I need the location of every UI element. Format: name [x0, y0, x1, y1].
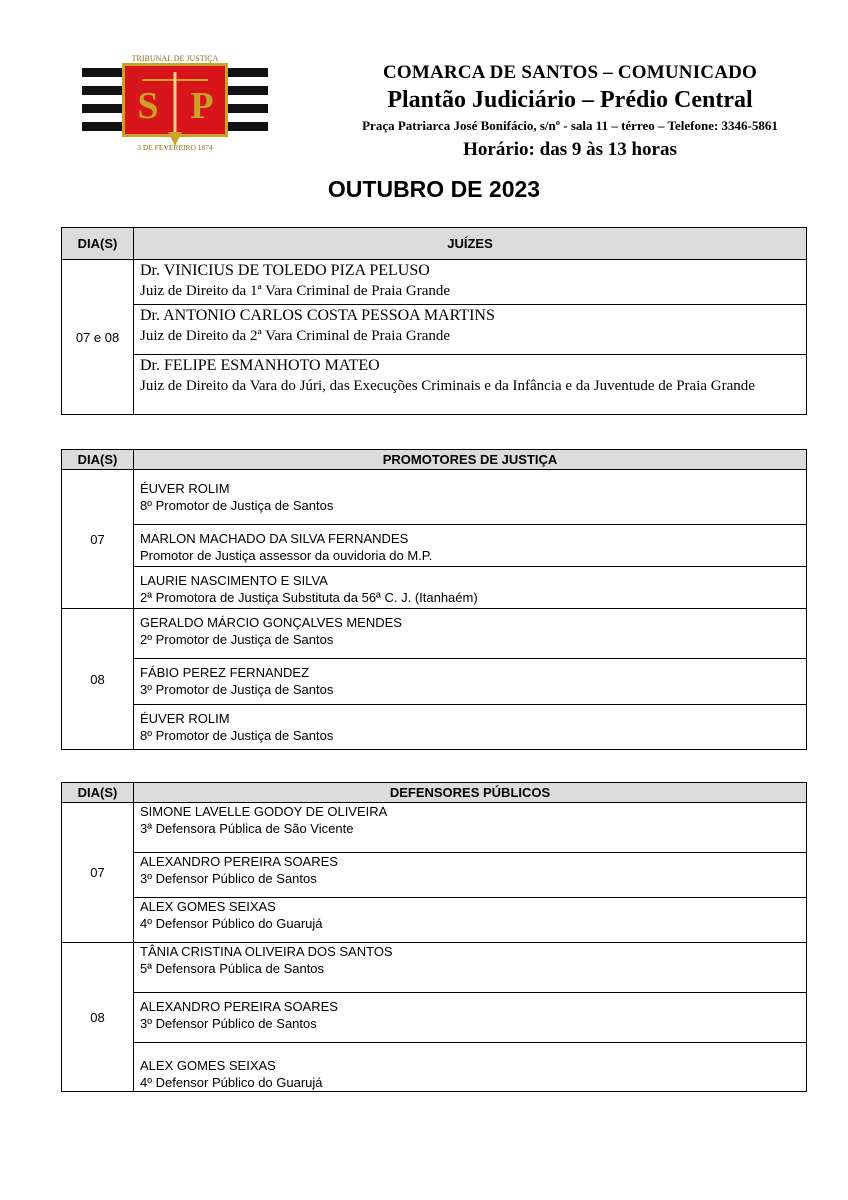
table-row [62, 1043, 807, 1092]
prosecutor-entry [134, 470, 807, 525]
defender-entry [134, 898, 807, 943]
table-row [62, 705, 807, 750]
logo-letter-p: P [190, 85, 214, 127]
prosecutor-name: MARLON MACHADO DA SILVA FERNANDES [140, 531, 409, 546]
defender-name: ALEXANDRO PEREIRA SOARES [140, 854, 338, 869]
judge-role: Juiz de Direito da 2ª Vara Criminal de Praia Grande [140, 328, 451, 344]
day-cell: 07 [62, 470, 134, 609]
col-header-days: DIA(S) [62, 450, 134, 470]
prosecutor-entry [134, 705, 807, 750]
prosecutor-entry [134, 567, 807, 609]
prosecutor-role: 8º Promotor de Justiça de Santos [140, 498, 334, 513]
table-row [62, 567, 807, 609]
table-row [62, 853, 807, 898]
defender-name: ALEXANDRO PEREIRA SOARES [140, 999, 338, 1014]
prosecutor-entry [134, 525, 807, 567]
table-row [62, 470, 807, 525]
col-header-days: DIA(S) [62, 228, 134, 260]
table-header-row [62, 228, 807, 260]
prosecutor-role: 8º Promotor de Justiça de Santos [140, 728, 334, 743]
table-row [62, 260, 807, 305]
logo-letter-s: S [137, 85, 159, 127]
day-cell: 08 [62, 943, 134, 1092]
defender-entry [134, 853, 807, 898]
table-row [62, 993, 807, 1043]
month-title: OUTUBRO DE 2023 [327, 176, 541, 202]
table-row [62, 355, 807, 415]
defender-entry [134, 1043, 807, 1092]
prosecutor-name: FÁBIO PEREZ FERNANDEZ [140, 665, 310, 680]
day-cell: 07 [62, 803, 134, 943]
col-header-defenders: DEFENSORES PÚBLICOS [134, 783, 807, 803]
public-defenders-table [61, 782, 807, 1092]
defender-entry [134, 993, 807, 1043]
prosecutor-entry [134, 659, 807, 705]
table-row [62, 898, 807, 943]
table-row [62, 803, 807, 853]
judge-entry [134, 355, 807, 415]
col-header-prosecutors: PROMOTORES DE JUSTIÇA [134, 450, 807, 470]
defender-role: 3ª Defensora Pública de São Vicente [140, 821, 354, 836]
judges-table [61, 227, 807, 415]
col-header-judges: JUÍZES [134, 228, 807, 260]
defender-entry [134, 803, 807, 853]
defender-name: ALEX GOMES SEIXAS [140, 899, 276, 914]
prosecutor-name: ÉUVER ROLIM [140, 481, 230, 496]
prosecutor-name: GERALDO MÁRCIO GONÇALVES MENDES [140, 615, 402, 630]
prosecutor-role: 2º Promotor de Justiça de Santos [140, 632, 334, 647]
table-row [62, 305, 807, 355]
table-row [62, 659, 807, 705]
day-cell: 07 e 08 [62, 260, 134, 415]
defender-name: ALEX GOMES SEIXAS [140, 1058, 276, 1073]
prosecutor-role: 2ª Promotora de Justiça Substituta da 56ª C. J. (Itanhaém) [140, 590, 478, 605]
table-header-row [62, 450, 807, 470]
defender-role: 5ª Defensora Pública de Santos [140, 961, 325, 976]
table-row [62, 525, 807, 567]
judge-name: Dr. ANTONIO CARLOS COSTA PESSOA MARTINS [140, 307, 495, 324]
judge-name: Dr. VINICIUS DE TOLEDO PIZA PELUSO [140, 262, 430, 279]
table-header-row [62, 783, 807, 803]
judge-entry [134, 260, 807, 305]
judge-name: Dr. FELIPE ESMANHOTO MATEO [140, 357, 380, 374]
prosecutor-entry [134, 609, 807, 659]
prosecutor-name: ÉUVER ROLIM [140, 711, 230, 726]
defender-role: 4º Defensor Público do Guarujá [140, 1075, 323, 1090]
table-row [62, 943, 807, 993]
prosecutor-name: LAURIE NASCIMENTO E SILVA [140, 573, 328, 588]
logo-top-text: TRIBUNAL DE JUSTIÇA [131, 54, 219, 63]
prosecutor-role: Promotor de Justiça assessor da ouvidoria do M.P. [140, 548, 433, 563]
day-cell: 08 [62, 609, 134, 750]
prosecutor-role: 3º Promotor de Justiça de Santos [140, 682, 334, 697]
prosecutors-table [61, 449, 807, 750]
judge-entry [134, 305, 807, 355]
defender-role: 3º Defensor Público de Santos [140, 871, 317, 886]
defender-role: 3º Defensor Público de Santos [140, 1016, 317, 1031]
tjsp-logo [82, 52, 268, 152]
defender-role: 4º Defensor Público do Guarujá [140, 916, 323, 931]
header-title: COMARCA DE SANTOS – COMUNICADO [382, 62, 758, 83]
col-header-days: DIA(S) [62, 783, 134, 803]
defender-entry [134, 943, 807, 993]
defender-name: SIMONE LAVELLE GODOY DE OLIVEIRA [140, 804, 388, 819]
table-row [62, 609, 807, 659]
header-hours: Horário: das 9 às 13 horas [463, 139, 677, 160]
header-address: Praça Patriarca José Bonifácio, s/nº - sala 11 – térreo – Telefone: 3346-5861 [362, 118, 778, 133]
document-header [300, 60, 840, 162]
judge-role: Juiz de Direito da 1ª Vara Criminal de Praia Grande [140, 283, 451, 299]
judge-role: Juiz de Direito da Vara do Júri, das Execuções Criminais e da Infância e da Juventude de Praia Grande [140, 378, 755, 394]
logo-bottom-text: 3 DE FEVEREIRO 1874 [137, 143, 213, 152]
header-subtitle: Plantão Judiciário – Prédio Central [387, 87, 753, 113]
defender-name: TÂNIA CRISTINA OLIVEIRA DOS SANTOS [140, 944, 393, 959]
